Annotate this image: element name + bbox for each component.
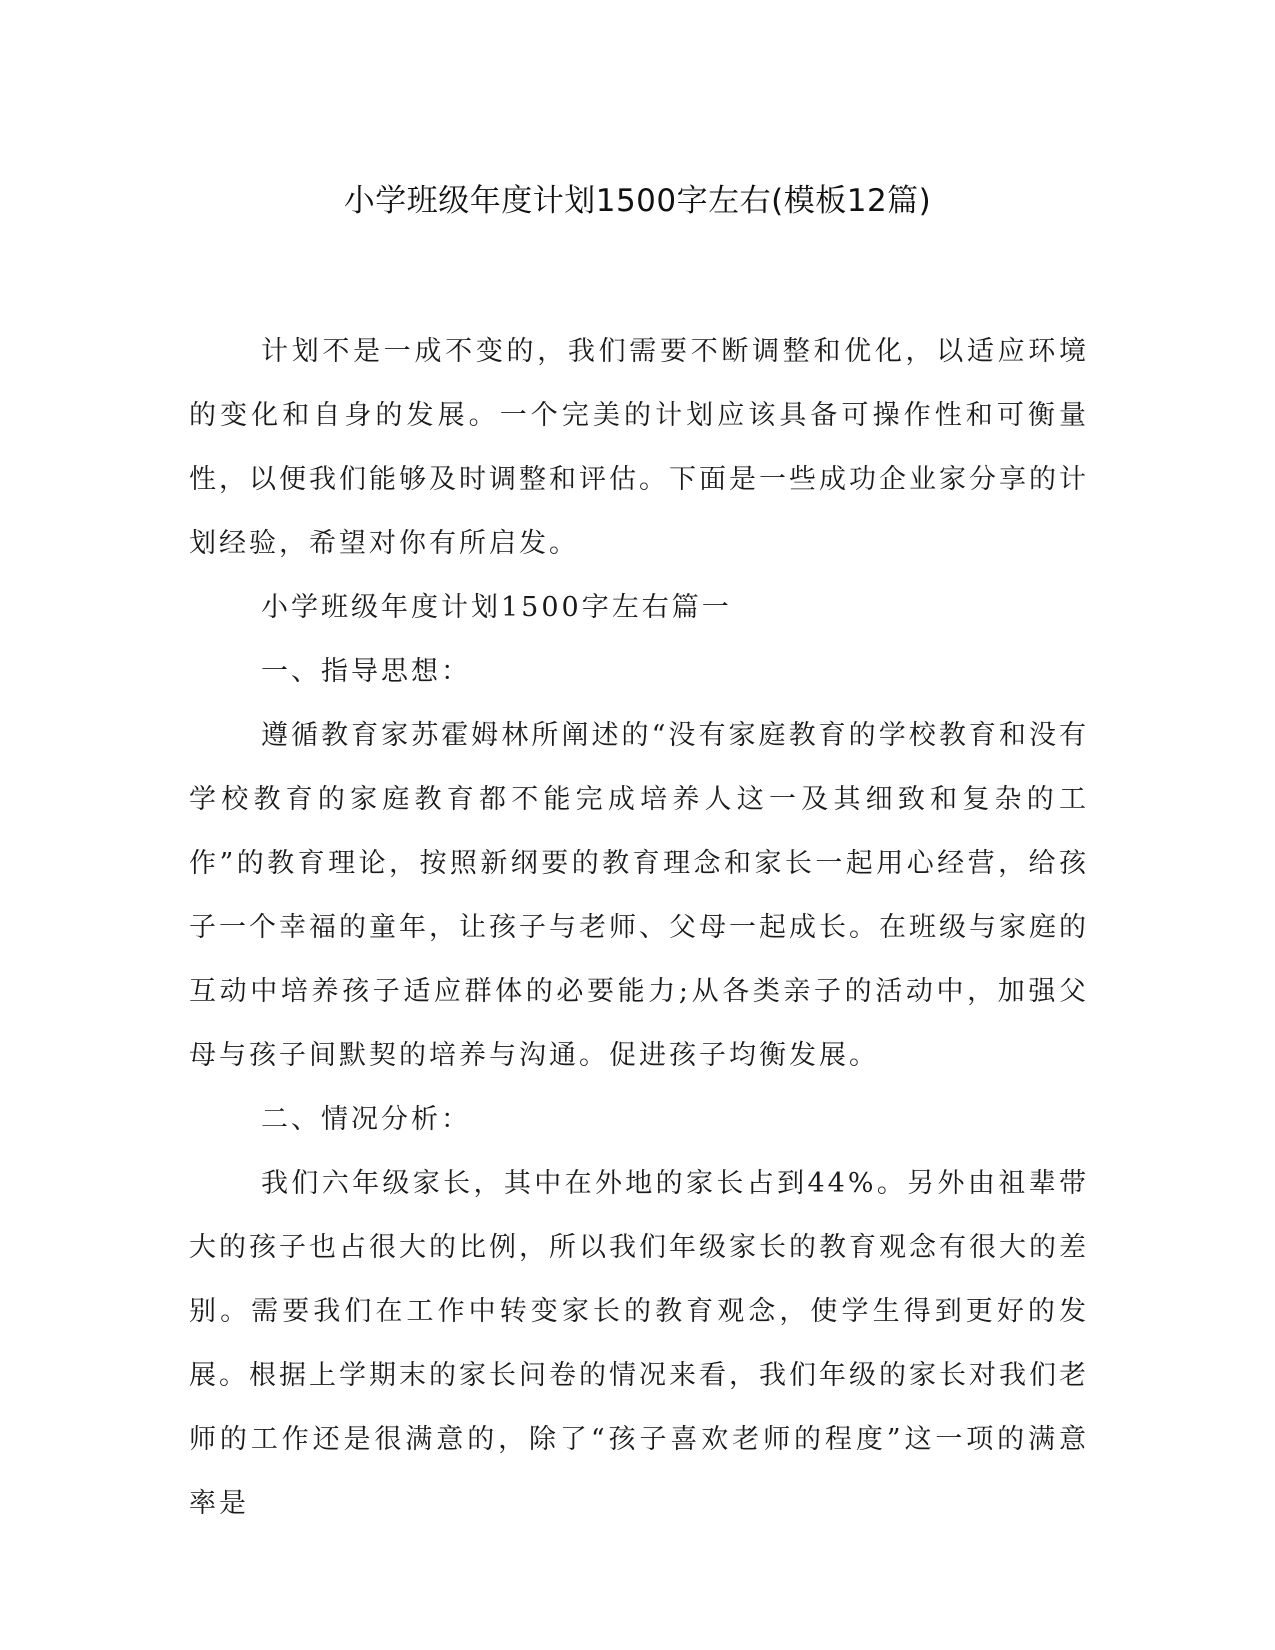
intro-paragraph: 计划不是一成不变的，我们需要不断调整和优化，以适应环境的变化和自身的发展。一个完美的计划应该具备可操作性和可衡量性，以便我们能够及时调整和评估。下面是一些成功企业家分享的计划经验，希望对你有所启发。	[189, 336, 1089, 559]
subheading-situation-analysis: 二、情况分析：	[261, 1104, 471, 1135]
situation-analysis-paragraph: 我们六年级家长，其中在外地的家长占到44%。另外由祖辈带大的孩子也占很大的比例，所以我们年级家长的教育观念有很大的差别。需要我们在工作中转变家长的教育观念，使学生得到更好的发展。根据上学期末的家长问卷的情况来看，我们年级的家长对我们老师的工作还是很满意的，除了“孩子喜欢老师的程度”这一项的满意率是	[189, 1168, 1089, 1519]
document-body	[189, 320, 1089, 1536]
document-title: 小学班级年度计划1500字左右(模板12篇)	[343, 183, 932, 219]
subheading-guiding-thought: 一、指导思想：	[261, 656, 471, 687]
guiding-thought-paragraph: 遵循教育家苏霍姆林所阐述的“没有家庭教育的学校教育和没有学校教育的家庭教育都不能完成培养人这一及其细致和复杂的工作”的教育理论，按照新纲要的教育理念和家长一起用心经营，给孩子一个幸福的童年，让孩子与老师、父母一起成长。在班级与家庭的互动中培养孩子适应群体的必要能力;从各类亲子的活动中，加强父母与孩子间默契的培养与沟通。促进孩子均衡发展。	[189, 720, 1089, 1071]
section-heading: 小学班级年度计划1500字左右篇一	[261, 592, 732, 623]
